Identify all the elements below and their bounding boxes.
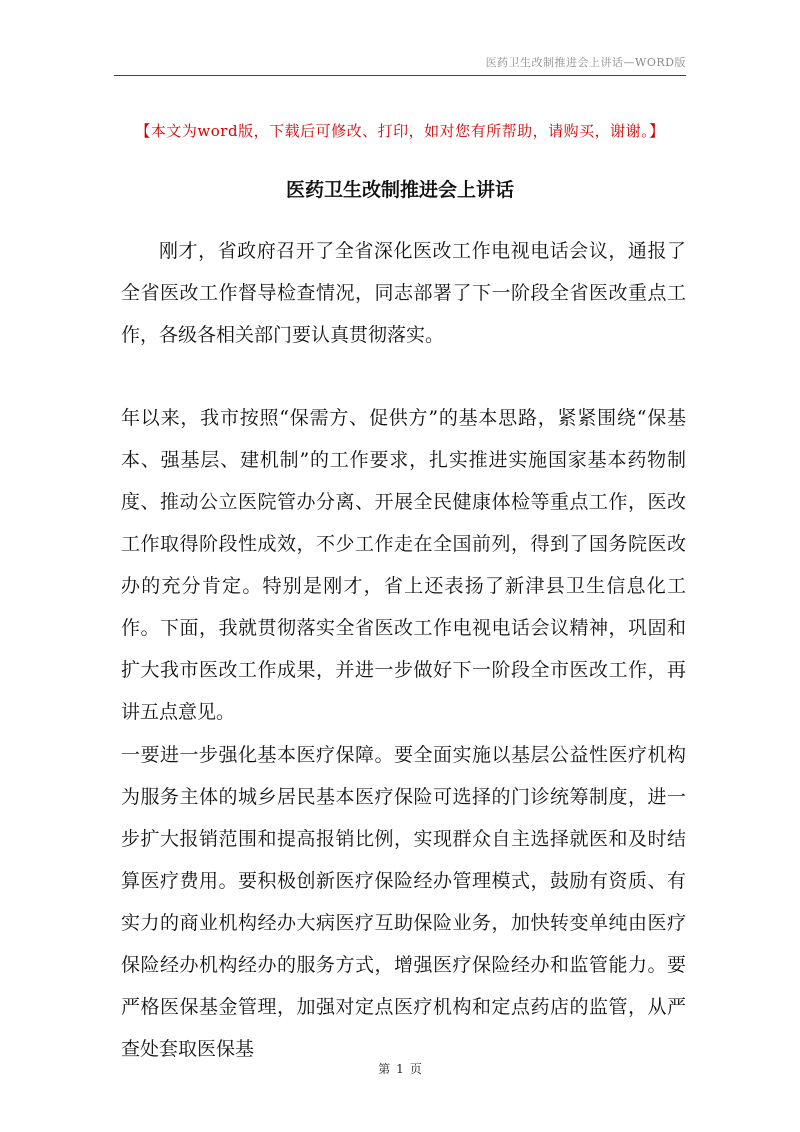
paragraph-2: 年以来，我市按照“保需方、促供方”的基本思路，紧紧围绕“保基本、强基层、建机制”的工作要求，扎实推进实施国家基本药物制度、推动公立医院管办分离、开展全民健康体检等重点工作，医改工作取得阶段性成效，不少工作走在全国前列，得到了国务院医改办的充分肯定。特别是刚才，省上还表扬了新津县卫生信息化工作。下面，我就贯彻落实全省医改工作电视电话会议精神，巩固和扩大我市医改工作成果，并进一步做好下一阶段全市医改工作，再讲五点意见。: [121, 407, 686, 723]
document-title: 医药卫生改制推进会上讲话: [285, 179, 514, 201]
header-divider: [114, 75, 686, 76]
footer-prefix: 第: [378, 1062, 391, 1076]
page-number: 1: [396, 1062, 404, 1076]
download-notice: 【本文为word版，下载后可修改、打印，如对您有所帮助，请购买，谢谢。】: [135, 122, 665, 140]
running-header: 医药卫生改制推进会上讲话—WORD版: [485, 56, 686, 69]
paragraph-3: 一要进一步强化基本医疗保障。要全面实施以基层公益性医疗机构为服务主体的城乡居民基本医疗保险可选择的门诊统筹制度，进一步扩大报销范围和提高报销比例，实现群众自主选择就医和及时结算医疗费用。要积极创新医疗保险经办管理模式，鼓励有资质、有实力的商业机构经办大病医疗互助保险业务，加快转变单纯由医疗保险经办机构经办的服务方式，增强医疗保险经办和监管能力。要严格医保基金管理，加强对定点医疗机构和定点药店的监管，从严查处套取医保基: [121, 744, 686, 1060]
page-footer: [0, 1060, 800, 1077]
paragraph-1: 刚才，省政府召开了全省深化医改工作电视电话会议，通报了全省医改工作督导检查情况，同志部署了下一阶段全省医改重点工作，各级各相关部门要认真贯彻落实。: [121, 240, 686, 346]
footer-suffix: 页: [409, 1062, 422, 1076]
